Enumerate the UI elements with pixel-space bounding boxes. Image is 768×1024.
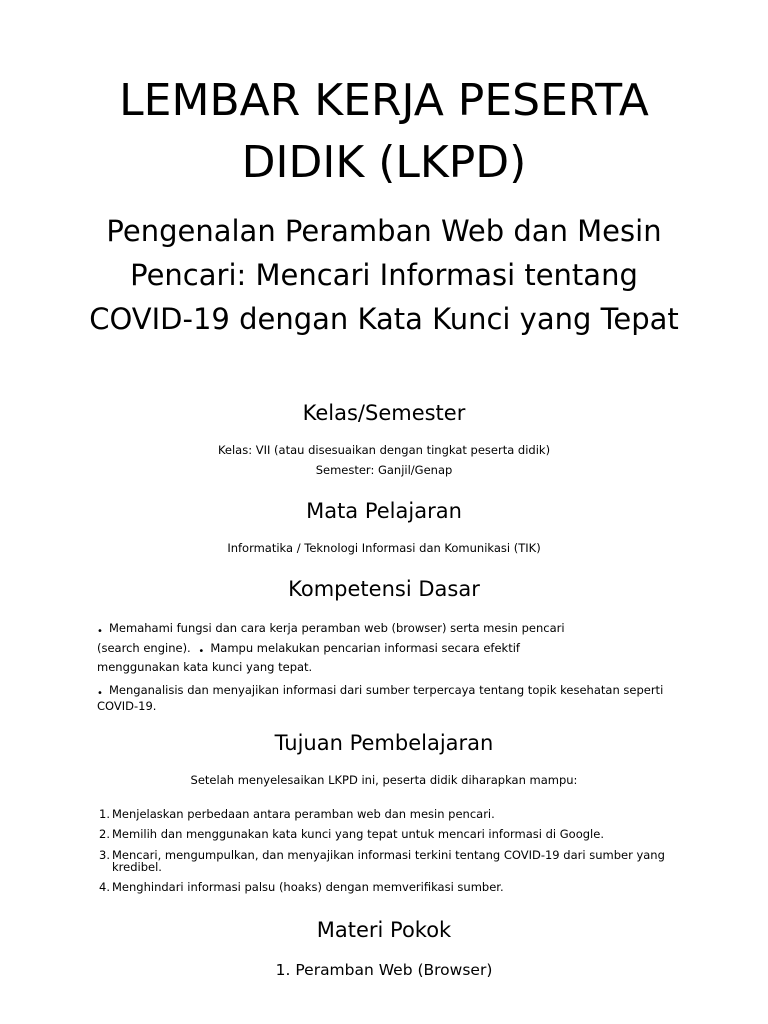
bullet-icon: • bbox=[97, 626, 103, 637]
tujuan-item-text-line2: kredibel. bbox=[112, 860, 162, 874]
kompetensi-item-2-line2: menggunakan kata kunci yang tepat. bbox=[97, 660, 313, 674]
tujuan-item-1 bbox=[98, 808, 688, 820]
heading-kompetensi-dasar: Kompetensi Dasar bbox=[288, 577, 480, 601]
heading-tujuan-pembelajaran: Tujuan Pembelajaran bbox=[274, 731, 494, 755]
document-subtitle: Pengenalan Peramban Web dan Mesin Pencari: Mencari Informasi tentang COVID-19 dengan Kata Kunci yang Tepat bbox=[89, 214, 679, 336]
list-number: 4. bbox=[99, 880, 110, 894]
list-number: 3. bbox=[99, 848, 110, 862]
kompetensi-item-3-line2: COVID-19. bbox=[97, 699, 157, 713]
semester-text: Semester: Ganjil/Genap bbox=[315, 463, 453, 477]
materi-item-1 bbox=[60, 960, 708, 980]
kompetensi-item-3 bbox=[97, 684, 697, 713]
bullet-icon: • bbox=[97, 688, 103, 699]
kompetensi-item-2 bbox=[97, 661, 687, 674]
tujuan-item-text: Menghindari informasi palsu (hoaks) dengan memverifikasi sumber. bbox=[112, 880, 504, 894]
document-title: LEMBAR KERJA PESERTA DIDIK (LKPD) bbox=[119, 75, 649, 188]
kelas-text: Kelas: VII (atau disesuaikan dengan tingkat peserta didik) bbox=[217, 443, 551, 457]
kompetensi-item-1-2 bbox=[97, 642, 687, 658]
kompetensi-item-1-line1: Memahami fungsi dan cara kerja peramban web (browser) serta mesin pencari bbox=[109, 621, 565, 635]
bullet-icon: • bbox=[198, 646, 205, 657]
kompetensi-item-2-line1: Mampu melakukan pencarian informasi secara efektif bbox=[210, 641, 520, 655]
heading-materi-pokok: Materi Pokok bbox=[316, 918, 452, 942]
heading-kelas-semester: Kelas/Semester bbox=[302, 401, 466, 425]
tujuan-intro: Setelah menyelesaikan LKPD ini, peserta didik diharapkan mampu: bbox=[190, 773, 578, 787]
materi-item-text: Peramban Web (Browser) bbox=[295, 961, 493, 979]
tujuan-item-3 bbox=[98, 849, 688, 873]
tujuan-item-text: Menjelaskan perbedaan antara peramban web dan mesin pencari. bbox=[112, 807, 495, 821]
kompetensi-item-1 bbox=[97, 622, 687, 638]
mata-pelajaran-text: Informatika / Teknologi Informasi dan Komunikasi (TIK) bbox=[227, 541, 541, 555]
tujuan-item-2 bbox=[98, 828, 688, 840]
list-number: 2. bbox=[99, 827, 110, 841]
tujuan-item-text-line1: Mencari, mengumpulkan, dan menyajikan informasi terkini tentang COVID-19 dari sumber yang bbox=[112, 848, 665, 862]
heading-mata-pelajaran: Mata Pelajaran bbox=[306, 499, 462, 523]
list-number: 1. bbox=[275, 961, 291, 979]
kompetensi-item-3-line1: Menganalisis dan menyajikan informasi dari sumber terpercaya tentang topik kesehatan seperti bbox=[109, 683, 664, 697]
tujuan-item-4 bbox=[98, 881, 688, 893]
kompetensi-item-1-line2: (search engine). bbox=[97, 641, 191, 655]
tujuan-item-text: Memilih dan menggunakan kata kunci yang tepat untuk mencari informasi di Google. bbox=[112, 827, 604, 841]
list-number: 1. bbox=[99, 807, 110, 821]
